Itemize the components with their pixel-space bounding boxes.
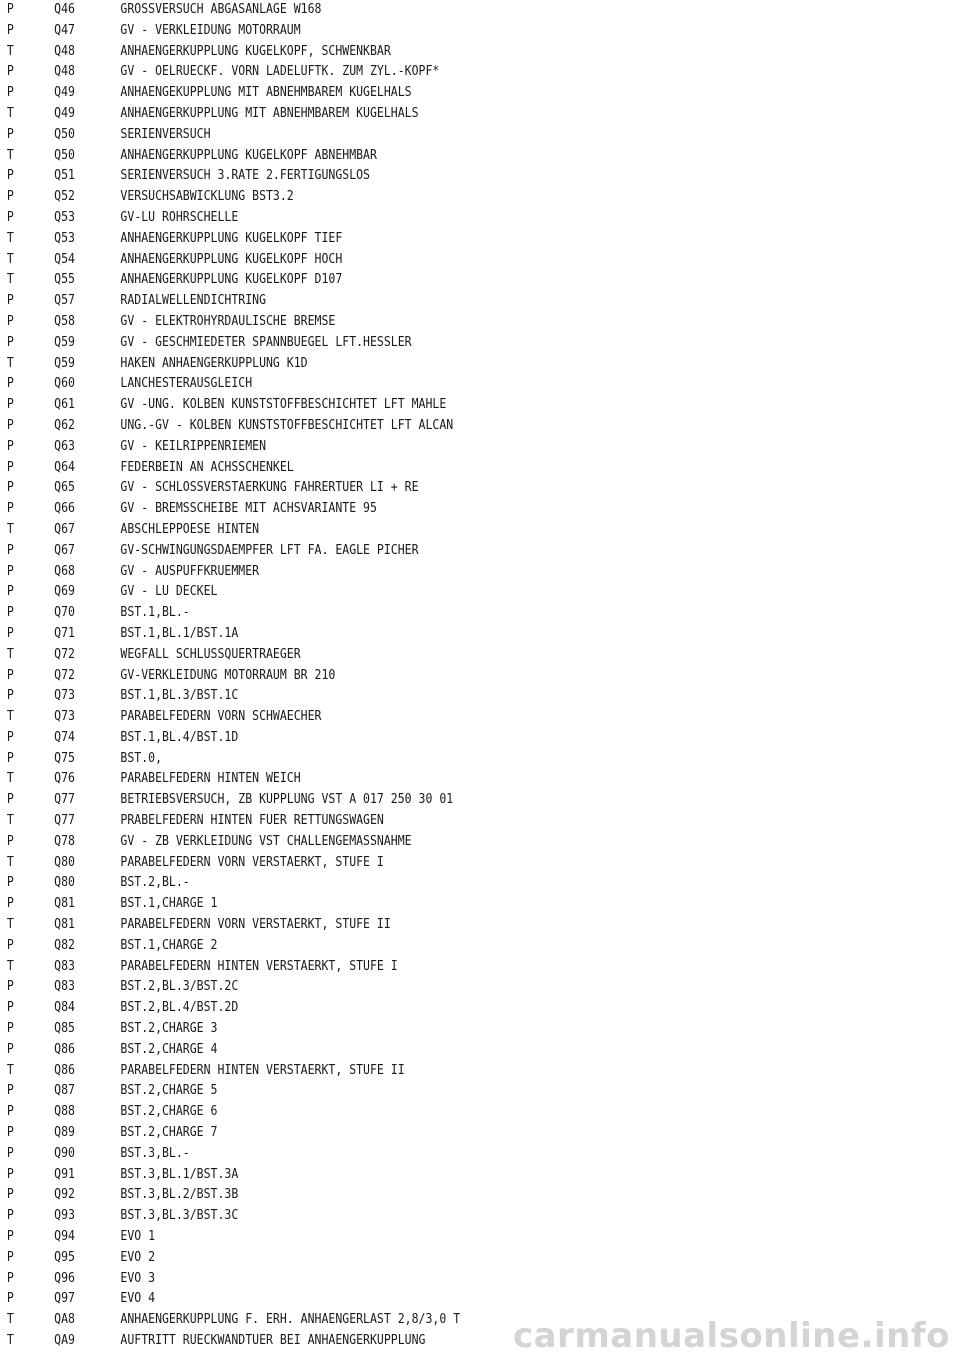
row-code: Q64 [54, 459, 75, 475]
list-item [0, 1227, 826, 1248]
row-type: T [6, 771, 14, 787]
list-item [0, 1269, 826, 1290]
row-code: Q59 [54, 334, 75, 350]
list-item [0, 915, 826, 936]
row-description: BST.0, [120, 750, 163, 766]
row-code: Q59 [54, 355, 75, 371]
row-code: Q46 [54, 2, 75, 17]
row-code: Q58 [54, 313, 75, 329]
row-description: GV - VERKLEIDUNG MOTORRAUM [120, 22, 301, 38]
row-description: LANCHESTERAUSGLEICH [120, 376, 253, 392]
list-item [0, 1081, 826, 1102]
row-code: Q93 [54, 1208, 75, 1224]
row-code: Q62 [54, 417, 75, 433]
list-item [0, 416, 826, 437]
row-code: Q86 [54, 1041, 75, 1057]
row-code: Q89 [54, 1125, 75, 1141]
list-item [0, 83, 826, 104]
row-type: P [6, 438, 14, 454]
row-code: Q82 [54, 937, 75, 953]
row-code: Q67 [54, 521, 75, 537]
row-type: P [6, 459, 14, 475]
row-type: T [6, 1062, 14, 1078]
row-description: GV - OELRUECKF. VORN LADELUFTK. ZUM ZYL.-KOPF* [120, 64, 440, 80]
list-item [0, 853, 826, 874]
row-description: BST.1,BL.4/BST.1D [120, 729, 239, 745]
row-type: P [6, 126, 14, 142]
row-type: T [6, 251, 14, 267]
row-code: Q87 [54, 1083, 75, 1099]
row-type: T [6, 917, 14, 933]
list-item [0, 624, 826, 645]
list-item [0, 312, 826, 333]
row-type: P [6, 417, 14, 433]
row-type: T [6, 355, 14, 371]
list-item [0, 707, 826, 728]
list-item [0, 458, 826, 479]
row-description: EVO 3 [120, 1270, 156, 1286]
row-code: Q83 [54, 979, 75, 995]
row-code: Q80 [54, 875, 75, 891]
row-description: SERIENVERSUCH [120, 126, 211, 142]
row-type: P [6, 605, 14, 621]
list-item [0, 146, 826, 167]
row-description: WEGFALL SCHLUSSQUERTRAEGER [120, 646, 301, 662]
row-description: ANHAENGERKUPPLUNG KUGELKOPF HOCH [120, 251, 343, 267]
list-item [0, 42, 826, 63]
row-description: SERIENVERSUCH 3.RATE 2.FERTIGUNGSLOS [120, 168, 371, 184]
list-item [0, 499, 826, 520]
row-code: Q73 [54, 709, 75, 725]
row-code: Q73 [54, 688, 75, 704]
row-description: PRABELFEDERN HINTEN FUER RETTUNGSWAGEN [120, 813, 384, 829]
row-type: P [6, 168, 14, 184]
list-item [0, 562, 826, 583]
row-description: BST.2,CHARGE 4 [120, 1041, 218, 1057]
row-code: Q52 [54, 189, 75, 205]
row-description: ANHAENGERKUPPLUNG F. ERH. ANHAENGERLAST 2,8/3,0 T [120, 1312, 461, 1328]
row-type: P [6, 2, 14, 17]
row-code: Q95 [54, 1249, 75, 1265]
row-type: P [6, 1208, 14, 1224]
row-type: P [6, 792, 14, 808]
list-item [0, 187, 826, 208]
row-description: BST.2,CHARGE 3 [120, 1021, 218, 1037]
row-code: Q90 [54, 1145, 75, 1161]
list-item [0, 873, 826, 894]
row-description: BST.2,BL.4/BST.2D [120, 1000, 239, 1016]
row-description: BST.2,CHARGE 6 [120, 1104, 218, 1120]
list-item [0, 1102, 826, 1123]
row-type: P [6, 1166, 14, 1182]
row-type: P [6, 1083, 14, 1099]
row-description: BST.3,BL.- [120, 1145, 190, 1161]
row-description: AUFTRITT RUECKWANDTUER BEI ANHAENGERKUPPLUNG [120, 1333, 426, 1348]
list-item [0, 603, 826, 624]
row-type: P [6, 313, 14, 329]
row-type: P [6, 1145, 14, 1161]
row-code: Q60 [54, 376, 75, 392]
row-description: BST.2,CHARGE 7 [120, 1125, 218, 1141]
list-item [0, 728, 826, 749]
row-type: P [6, 293, 14, 309]
list-item [0, 645, 826, 666]
row-description: PARABELFEDERN VORN SCHWAECHER [120, 709, 322, 725]
row-code: Q63 [54, 438, 75, 454]
row-type: P [6, 1041, 14, 1057]
row-type: T [6, 1333, 14, 1348]
row-description: GV - ZB VERKLEIDUNG VST CHALLENGEMASSNAHME [120, 833, 412, 849]
row-type: P [6, 85, 14, 101]
list-item [0, 1248, 826, 1269]
row-description: GV - AUSPUFFKRUEMMER [120, 563, 260, 579]
list-item [0, 104, 826, 125]
list-item [0, 0, 826, 21]
row-code: Q81 [54, 896, 75, 912]
list-item [0, 229, 826, 250]
row-type: P [6, 1021, 14, 1037]
list-item [0, 998, 826, 1019]
row-type: P [6, 542, 14, 558]
row-code: Q49 [54, 85, 75, 101]
row-type: P [6, 501, 14, 517]
row-code: Q97 [54, 1291, 75, 1307]
row-description: GV-LU ROHRSCHELLE [120, 209, 239, 225]
row-code: Q78 [54, 833, 75, 849]
row-description: GV - KEILRIPPENRIEMEN [120, 438, 267, 454]
row-description: BST.3,BL.1/BST.3A [120, 1166, 239, 1182]
row-code: Q91 [54, 1166, 75, 1182]
row-description: ANHAENGERKUPPLUNG KUGELKOPF ABNEHMBAR [120, 147, 377, 163]
row-code: Q65 [54, 480, 75, 496]
row-code: Q77 [54, 813, 75, 829]
list-item [0, 666, 826, 687]
row-type: T [6, 813, 14, 829]
list-item [0, 291, 826, 312]
list-item [0, 250, 826, 271]
row-type: P [6, 667, 14, 683]
row-code: Q55 [54, 272, 75, 288]
row-code: Q71 [54, 625, 75, 641]
row-description: PARABELFEDERN VORN VERSTAERKT, STUFE II [120, 917, 391, 933]
row-description: BST.3,BL.2/BST.3B [120, 1187, 239, 1203]
list-item [0, 832, 826, 853]
row-code: Q47 [54, 22, 75, 38]
list-item [0, 1019, 826, 1040]
row-code: Q72 [54, 646, 75, 662]
row-code: Q51 [54, 168, 75, 184]
row-type: P [6, 688, 14, 704]
list-item [0, 166, 826, 187]
row-description: BST.1,BL.3/BST.1C [120, 688, 239, 704]
row-description: PARABELFEDERN VORN VERSTAERKT, STUFE I [120, 854, 384, 870]
list-item [0, 478, 826, 499]
row-description: BST.2,BL.3/BST.2C [120, 979, 239, 995]
row-description: GV - ELEKTROHYRDAULISCHE BREMSE [120, 313, 336, 329]
row-type: T [6, 230, 14, 246]
row-type: P [6, 397, 14, 413]
row-code: Q57 [54, 293, 75, 309]
row-code: Q83 [54, 958, 75, 974]
row-type: T [6, 272, 14, 288]
list-item [0, 582, 826, 603]
row-type: P [6, 1229, 14, 1245]
row-description: GV - SCHLOSSVERSTAERKUNG FAHRERTUER LI + RE [120, 480, 419, 496]
row-type: P [6, 979, 14, 995]
row-code: Q66 [54, 501, 75, 517]
row-code: Q53 [54, 209, 75, 225]
row-description: GV - BREMSSCHEIBE MIT ACHSVARIANTE 95 [120, 501, 377, 517]
row-type: T [6, 105, 14, 121]
row-code: Q50 [54, 147, 75, 163]
row-type: P [6, 563, 14, 579]
row-type: P [6, 750, 14, 766]
list-item [0, 977, 826, 998]
list-item [0, 333, 826, 354]
row-code: QA9 [54, 1333, 75, 1348]
row-code: Q69 [54, 584, 75, 600]
row-code: Q48 [54, 64, 75, 80]
row-code: Q88 [54, 1104, 75, 1120]
row-code: Q86 [54, 1062, 75, 1078]
row-code: Q85 [54, 1021, 75, 1037]
row-type: P [6, 1270, 14, 1286]
row-type: P [6, 1104, 14, 1120]
row-type: P [6, 209, 14, 225]
list-item [0, 811, 826, 832]
list-item [0, 21, 826, 42]
row-code: Q92 [54, 1187, 75, 1203]
row-type: P [6, 896, 14, 912]
row-description: GV - LU DECKEL [120, 584, 218, 600]
list-item [0, 270, 826, 291]
row-code: Q74 [54, 729, 75, 745]
row-description: BST.2,BL.- [120, 875, 190, 891]
list-item [0, 936, 826, 957]
list-item [0, 520, 826, 541]
list-item [0, 1144, 826, 1165]
row-description: GV - GESCHMIEDETER SPANNBUEGEL LFT.HESSLER [120, 334, 412, 350]
list-item [0, 395, 826, 416]
row-description: HAKEN ANHAENGERKUPPLUNG K1D [120, 355, 308, 371]
watermark: carmanualsonline.info [512, 1316, 950, 1356]
list-item [0, 894, 826, 915]
row-code: Q54 [54, 251, 75, 267]
row-description: PARABELFEDERN HINTEN WEICH [120, 771, 301, 787]
list-item [0, 1185, 826, 1206]
row-code: Q77 [54, 792, 75, 808]
row-type: P [6, 189, 14, 205]
row-type: P [6, 1249, 14, 1265]
row-type: P [6, 1187, 14, 1203]
list-item [0, 1040, 826, 1061]
row-description: FEDERBEIN AN ACHSSCHENKEL [120, 459, 294, 475]
row-description: GV -UNG. KOLBEN KUNSTSTOFFBESCHICHTET LFT MAHLE [120, 397, 447, 413]
row-type: T [6, 147, 14, 163]
list-item [0, 354, 826, 375]
row-type: P [6, 833, 14, 849]
row-type: P [6, 334, 14, 350]
list-item [0, 208, 826, 229]
row-description: EVO 2 [120, 1249, 156, 1265]
row-type: T [6, 1312, 14, 1328]
row-description: GROSSVERSUCH ABGASANLAGE W168 [120, 2, 322, 17]
row-type: P [6, 64, 14, 80]
row-code: Q50 [54, 126, 75, 142]
row-type: P [6, 22, 14, 38]
list-item [0, 125, 826, 146]
list-item [0, 769, 826, 790]
row-type: T [6, 521, 14, 537]
row-description: BST.3,BL.3/BST.3C [120, 1208, 239, 1224]
list-item [0, 1123, 826, 1144]
row-description: BST.1,CHARGE 2 [120, 937, 218, 953]
row-code: Q48 [54, 43, 75, 59]
row-description: RADIALWELLENDICHTRING [120, 293, 267, 309]
row-description: BST.1,CHARGE 1 [120, 896, 218, 912]
row-type: T [6, 709, 14, 725]
row-description: EVO 4 [120, 1291, 156, 1307]
list-item [0, 790, 826, 811]
row-type: T [6, 958, 14, 974]
row-description: PARABELFEDERN HINTEN VERSTAERKT, STUFE II [120, 1062, 405, 1078]
list-item [0, 374, 826, 395]
list-item [0, 437, 826, 458]
row-description: EVO 1 [120, 1229, 156, 1245]
row-description: BST.1,BL.- [120, 605, 190, 621]
row-description: PARABELFEDERN HINTEN VERSTAERKT, STUFE I [120, 958, 398, 974]
list-item [0, 1165, 826, 1186]
row-type: P [6, 1125, 14, 1141]
row-type: P [6, 376, 14, 392]
row-type: P [6, 937, 14, 953]
row-type: T [6, 854, 14, 870]
row-type: P [6, 625, 14, 641]
row-code: Q94 [54, 1229, 75, 1245]
row-type: P [6, 584, 14, 600]
row-code: Q67 [54, 542, 75, 558]
list-item [0, 541, 826, 562]
list-item [0, 1061, 826, 1082]
row-code: Q76 [54, 771, 75, 787]
row-code: Q61 [54, 397, 75, 413]
row-description: BETRIEBSVERSUCH, ZB KUPPLUNG VST A 017 250 30 01 [120, 792, 454, 808]
list-item [0, 1289, 826, 1310]
row-code: Q68 [54, 563, 75, 579]
row-description: ANHAENGERKUPPLUNG KUGELKOPF TIEF [120, 230, 343, 246]
list-item [0, 957, 826, 978]
row-type: T [6, 43, 14, 59]
row-type: P [6, 1291, 14, 1307]
list-item [0, 1206, 826, 1227]
row-description: ANHAENGERKUPPLUNG KUGELKOPF D107 [120, 272, 343, 288]
row-description: GV-VERKLEIDUNG MOTORRAUM BR 210 [120, 667, 336, 683]
row-code: Q75 [54, 750, 75, 766]
row-description: ABSCHLEPPOESE HINTEN [120, 521, 260, 537]
row-description: ANHAENGEKUPPLUNG MIT ABNEHMBAREM KUGELHALS [120, 85, 412, 101]
list-item [0, 749, 826, 770]
row-type: P [6, 1000, 14, 1016]
row-code: QA8 [54, 1312, 75, 1328]
row-code: Q53 [54, 230, 75, 246]
row-description: ANHAENGERKUPPLUNG MIT ABNEHMBAREM KUGELHALS [120, 105, 419, 121]
row-code: Q80 [54, 854, 75, 870]
row-type: P [6, 480, 14, 496]
row-code: Q72 [54, 667, 75, 683]
row-description: ANHAENGERKUPPLUNG KUGELKOPF, SCHWENKBAR [120, 43, 391, 59]
list-item [0, 62, 826, 83]
row-code: Q81 [54, 917, 75, 933]
row-code: Q70 [54, 605, 75, 621]
row-description: UNG.-GV - KOLBEN KUNSTSTOFFBESCHICHTET LFT ALCAN [120, 417, 454, 433]
row-description: BST.2,CHARGE 5 [120, 1083, 218, 1099]
row-type: T [6, 646, 14, 662]
row-code: Q49 [54, 105, 75, 121]
list-item [0, 686, 826, 707]
row-description: VERSUCHSABWICKLUNG BST3.2 [120, 189, 294, 205]
row-type: P [6, 875, 14, 891]
row-type: P [6, 729, 14, 745]
row-code: Q84 [54, 1000, 75, 1016]
row-description: GV-SCHWINGUNGSDAEMPFER LFT FA. EAGLE PICHER [120, 542, 419, 558]
row-code: Q96 [54, 1270, 75, 1286]
row-description: BST.1,BL.1/BST.1A [120, 625, 239, 641]
